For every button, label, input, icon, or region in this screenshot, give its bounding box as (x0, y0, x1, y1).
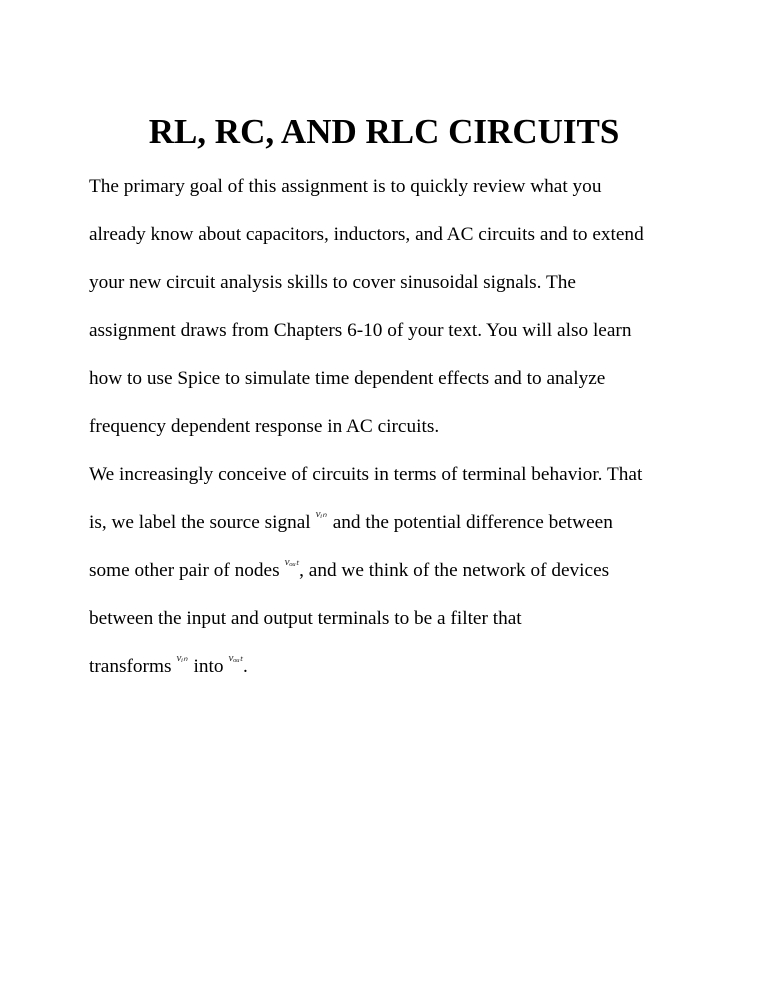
paragraph-line: assignment draws from Chapters 6-10 of your text. You will also learn (89, 320, 632, 341)
text: , and we think of the network of devices (299, 560, 610, 581)
paragraph-line (89, 508, 613, 537)
paragraph-line (89, 556, 610, 585)
text: transforms (89, 656, 172, 677)
paragraph-line: The primary goal of this assignment is to quickly review what you (89, 176, 602, 197)
text: and the potential difference between (332, 512, 613, 533)
v-out-symbol: vₒᵤₜ (284, 556, 300, 568)
paragraph-line: how to use Spice to simulate time dependent effects and to analyze (89, 368, 606, 389)
text: some other pair of nodes (89, 560, 280, 581)
paragraph-line: your new circuit analysis skills to cover sinusoidal signals. The (89, 272, 576, 293)
text: is, we label the source signal (89, 512, 311, 533)
v-in-symbol: vᵢₙ (176, 652, 188, 664)
v-in-symbol: vᵢₙ (315, 508, 327, 520)
paragraph-line: frequency dependent response in AC circuits. (89, 416, 440, 437)
paragraph-line: already know about capacitors, inductors, and AC circuits and to extend (89, 224, 644, 245)
paragraph-line (89, 652, 248, 681)
document-title: RL, RC, AND RLC CIRCUITS (148, 112, 620, 151)
paragraph-line: between the input and output terminals to be a filter that (89, 608, 522, 629)
v-out-symbol: vₒᵤₜ (228, 652, 243, 664)
text: into (193, 656, 224, 677)
text: . (242, 656, 248, 677)
paragraph-line: We increasingly conceive of circuits in terms of terminal behavior. That (89, 464, 643, 485)
